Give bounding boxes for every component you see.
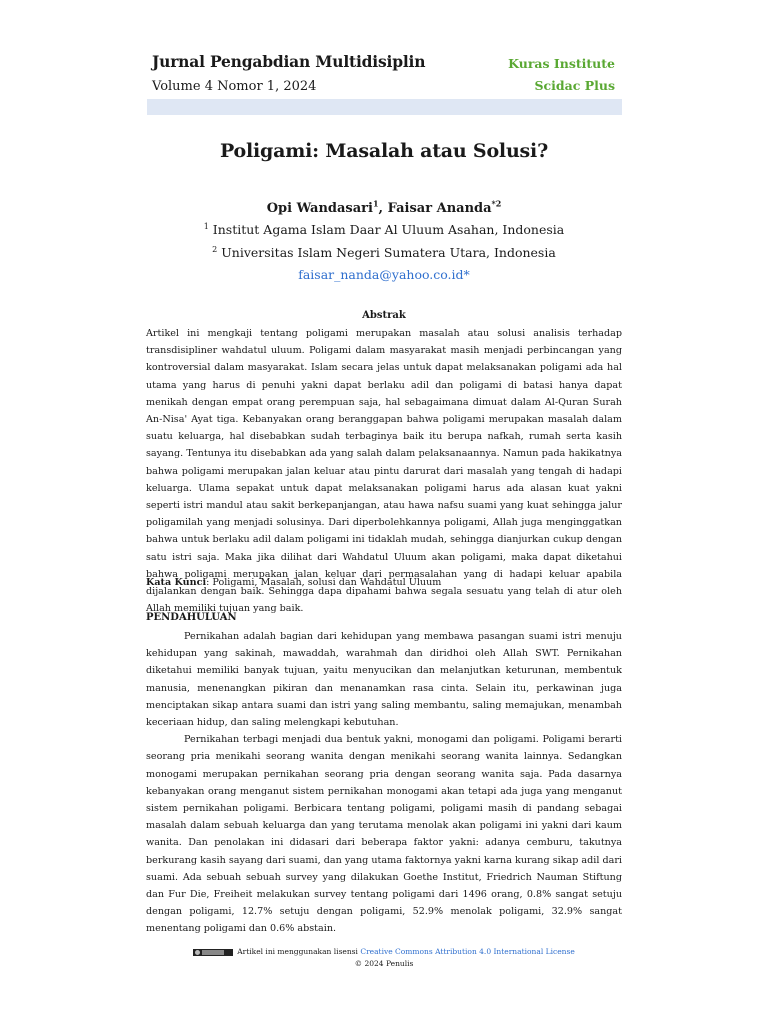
author-2: Faisar Ananda: [387, 201, 492, 216]
license-prefix: Artikel ini menggunakan lisensi: [237, 947, 361, 956]
section-body: [146, 628, 622, 938]
license-line: [0, 946, 768, 958]
author-1: Opi Wandasari: [266, 201, 373, 216]
abstract-text: Artikel ini mengkaji tentang poligami merupakan masalah atau solusi analisis terhadap transdisipliner wahdatul uluum. Poligami dalam masyarakat masih menjadi perbincangan yang kontroversial dalam masyarakat. Islam secara jelas untuk dapat melaksanakan poligami ada hal utama yang harus di penuhi yakni dapat berlaku adil dan poligami di batasi hanya dapat menikah dengan empat orang perempuan saja, hal sebagaimana dimuat dalam Al-Quran Surah An-Nisa' Ayat tiga. Kebanyakan orang beranggapan bahwa poligami merupakan masalah dalam suatu keluarga, hal disebabkan sudah terbaginya baik itu berupa nafkah, rumah serta kasih sayang. Tentunya itu disebabkan ada yang salah dalam pelaksanaannya. Namun pada hakikatnya bahwa poligami merupakan jalan keluar atau pintu darurat dari masalah yang tengah di hadapi keluarga. Ulama sepakat untuk dapat melaksanakan poligami harus ada alasan kuat yakni seperti istri mandul atau sakit berkepanjangan, atau hawa nafsu suami yang kuat sehingga jalur poligamilah yang menjadi solusinya. Dari diperbolehkannya poligami, Allah juga menginggatkan bahwa untuk berlaku adil dalam poligami ini tidaklah mudah, sehingga dianjurkan cukup dengan satu istri saja. Maka jika dilihat dari Wahdatul Uluum akan poligami, maka dapat diketahui bahwa poligami merupakan jalan keluar dari permasalahan yang di hadapi keluar apabila dijalankan dengan baik. Sehingga dapa dipahami bahwa segala sesuatu yang telah di atur oleh Allah memiliki tujuan yang baik.: [146, 328, 622, 615]
publisher-name: Kuras Institute: [508, 56, 615, 71]
section-heading: PENDAHULUAN: [146, 612, 237, 623]
article-title: Poligami: Masalah atau Solusi?: [219, 140, 549, 162]
body-paragraph-2: Pernikahan terbagi menjadi dua bentuk yakni, monogami dan poligami. Poligami berarti seorang pria menikahi seorang wanita dengan menikahi seorang wanita lainnya. Sedangkan monogami merupakan pernikahan seorang pria dengan seorang wanita saja. Pada dasarnya kebanyakan orang menganut sistem pernikahan monogami akan tetapi ada juga yang menganut sistem pernikahan poligami. Berbicara tentang poligami, poligami masih di pandang sebagai masalah dalam sebuah keluarga dan yang terutama menolak akan poligami ini yakni dari kaum wanita. Dan penolakan ini didasari dari beberapa faktor yakni: adanya cemburu, takutnya berkurang kasih sayang dari suami, dan yang utama faktornya yakni karna kurang sikap adil dari suami. Ada sebuah sebuah survey yang dilakukan Goethe Institut, Friedrich Nauman Stiftung dan Fur Die, Freiheit melakukan survey tentang poligami dari 1496 orang, 0.8% sangat setuju dengan poligami, 12.7% setuju dengan poligami, 52.9% menolak poligami, 32.9% sangat menentang poligami dan 0.6% abstain.: [146, 734, 622, 935]
keywords-text: : Poligami, Masalah, solusi dan Wahdatul Uluum: [206, 577, 442, 588]
keywords-line: [146, 577, 622, 588]
journal-name: Jurnal Pengabdian Multidisiplin: [152, 52, 426, 71]
header-divider-band: [147, 99, 622, 115]
affiliation-1: [0, 222, 768, 237]
body-paragraph-1: Pernikahan adalah bagian dari kehidupan yang membawa pasangan suami istri menuju kehidupan yang sakinah, mawaddah, warahmah dan diridhoi oleh Allah SWT. Pernikahan diketahui memiliki banyak tujuan, yaitu menyucikan dan melanjutkan keturunan, membentuk manusia, menenangkan pikiran dan menanamkan rasa cinta. Selain itu, perkawinan juga menciptakan sikap antara suami dan istri yang saling membantu, saling memajukan, menambah keceriaan hidup, dan saling melengkapi kebutuhan.: [146, 631, 622, 729]
affiliation-1-sup: 1: [203, 221, 209, 231]
affiliation-2: [0, 245, 768, 260]
journal-header: [152, 52, 425, 94]
license-footer: [0, 946, 768, 970]
author-line: [0, 198, 768, 216]
affiliation-1-text: Institut Agama Islam Daar Al Uluum Asahan, Indonesia: [208, 222, 565, 237]
publisher-subname: Scidac Plus: [534, 78, 615, 93]
affiliation-2-sup: 2: [212, 244, 218, 254]
corresponding-email-link[interactable]: faisar_nanda@yahoo.co.id*: [298, 267, 470, 282]
affiliation-2-text: Universitas Islam Negeri Sumatera Utara, Indonesia: [217, 245, 556, 260]
author-separator: ,: [378, 201, 388, 216]
keywords-label: Kata Kunci: [146, 577, 207, 588]
abstract-heading: Abstrak: [362, 310, 406, 321]
copyright: © 2024 Penulis: [354, 959, 414, 968]
cc-by-badge-icon: [193, 949, 233, 956]
journal-volume: Volume 4 Nomor 1, 2024: [152, 79, 317, 94]
license-link[interactable]: Creative Commons Attribution 4.0 International License: [360, 947, 575, 956]
publisher-block: [508, 53, 615, 97]
author-2-sup: *2: [491, 198, 502, 209]
author-1-sup: 1: [372, 198, 379, 209]
